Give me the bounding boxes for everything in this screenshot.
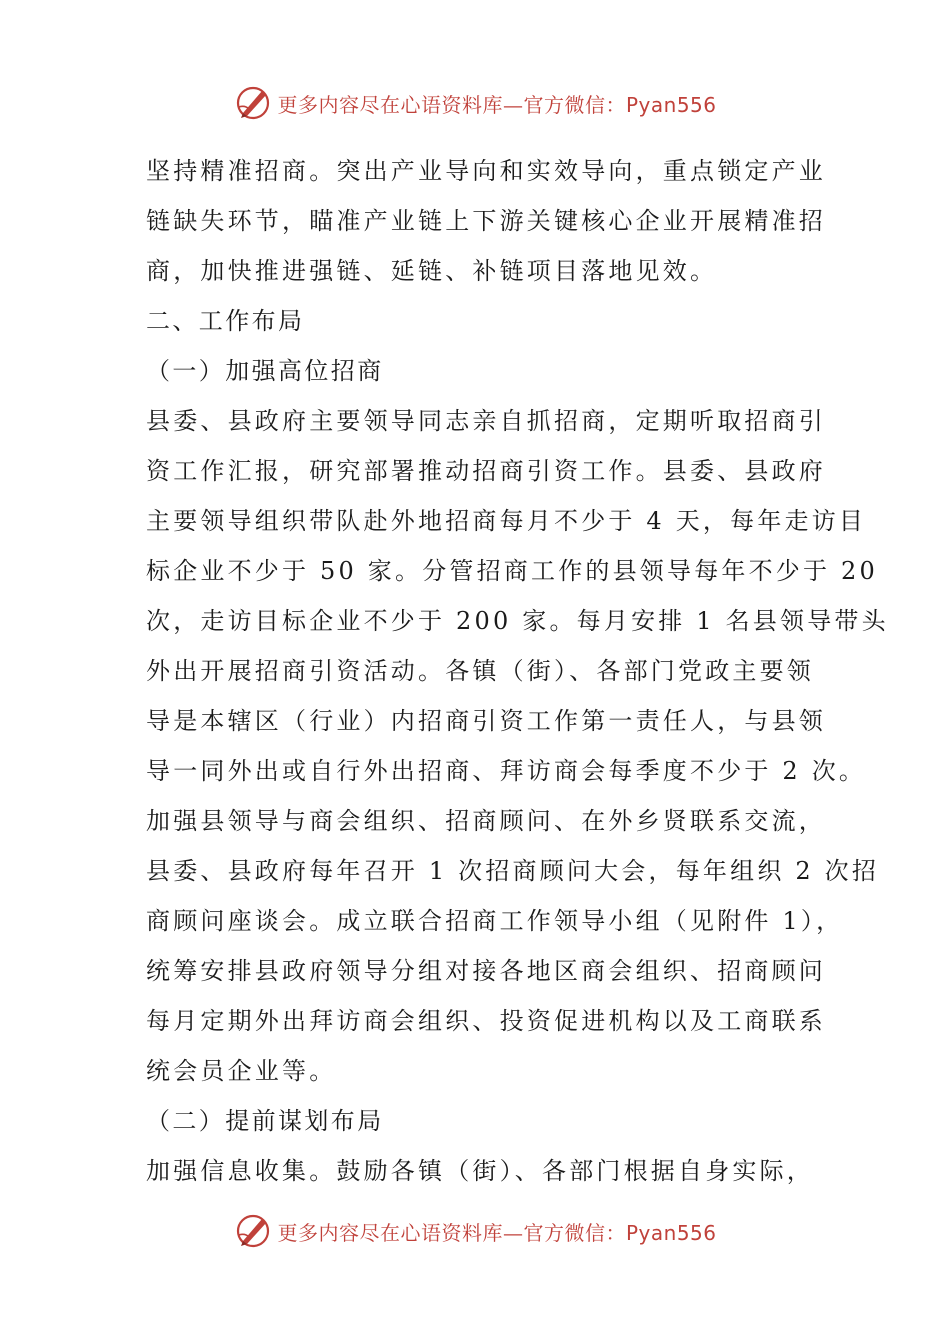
body-line: 链缺失环节，瞄准产业链上下游关键核心企业开展精准招 (146, 207, 826, 235)
pen-logo-icon (233, 1211, 273, 1251)
watermark-main-text: 更多内容尽在心语资料库—官方微信： (277, 92, 626, 117)
footer-watermark-content (233, 1211, 716, 1251)
header-watermark-content (233, 83, 716, 123)
section-heading: 二、工作布局 (146, 307, 305, 335)
body-line: 坚持精准招商。突出产业导向和实效导向，重点锁定产业 (146, 157, 826, 185)
watermark-text (277, 89, 716, 118)
body-line: 县委、县政府每年召开 1 次招商顾问大会，每年组织 2 次招 (146, 857, 880, 885)
body-line: 统筹安排县政府领导分组对接各地区商会组织、招商顾问 (146, 957, 826, 985)
body-line: 商顾问座谈会。成立联合招商工作领导小组（见附件 1）， (146, 907, 844, 935)
body-line: 每月定期外出拜访商会组织、投资促进机构以及工商联系 (146, 1007, 826, 1035)
body-line: 加强县领导与商会组织、招商顾问、在外乡贤联系交流， (146, 807, 826, 835)
body-line: 资工作汇报，研究部署推动招商引资工作。县委、县政府 (146, 457, 826, 485)
body-line: 加强信息收集。鼓励各镇（街）、各部门根据自身实际， (146, 1157, 814, 1185)
body-line: 外出开展招商引资活动。各镇（街）、各部门党政主要领 (146, 657, 814, 685)
footer-watermark-banner (0, 1206, 950, 1256)
subsection-heading: （一）加强高位招商 (146, 357, 384, 385)
watermark-main-text: 更多内容尽在心语资料库—官方微信： (277, 1220, 626, 1245)
body-line: 次，走访目标企业不少于 200 家。每月安排 1 名县领导带头 (146, 607, 889, 635)
watermark-wechat-id: Pyan556 (625, 92, 717, 117)
body-line: 主要领导组织带队赴外地招商每月不少于 4 天，每年走访目 (146, 507, 867, 535)
header-watermark-banner (0, 78, 950, 128)
watermark-text (277, 1217, 716, 1246)
body-line: 导一同外出或自行外出招商、拜访商会每季度不少于 2 次。 (146, 757, 867, 785)
pen-logo-icon (233, 83, 273, 123)
body-line: 商，加快推进强链、延链、补链项目落地见效。 (146, 257, 718, 285)
body-line: 标企业不少于 50 家。分管招商工作的县领导每年不少于 20 (146, 557, 878, 585)
document-body (146, 146, 889, 1196)
body-line: 统会员企业等。 (146, 1057, 337, 1085)
body-line: 导是本辖区（行业）内招商引资工作第一责任人，与县领 (146, 707, 826, 735)
body-line: 县委、县政府主要领导同志亲自抓招商，定期听取招商引 (146, 407, 826, 435)
watermark-wechat-id: Pyan556 (625, 1220, 717, 1245)
subsection-heading: （二）提前谋划布局 (146, 1107, 384, 1135)
